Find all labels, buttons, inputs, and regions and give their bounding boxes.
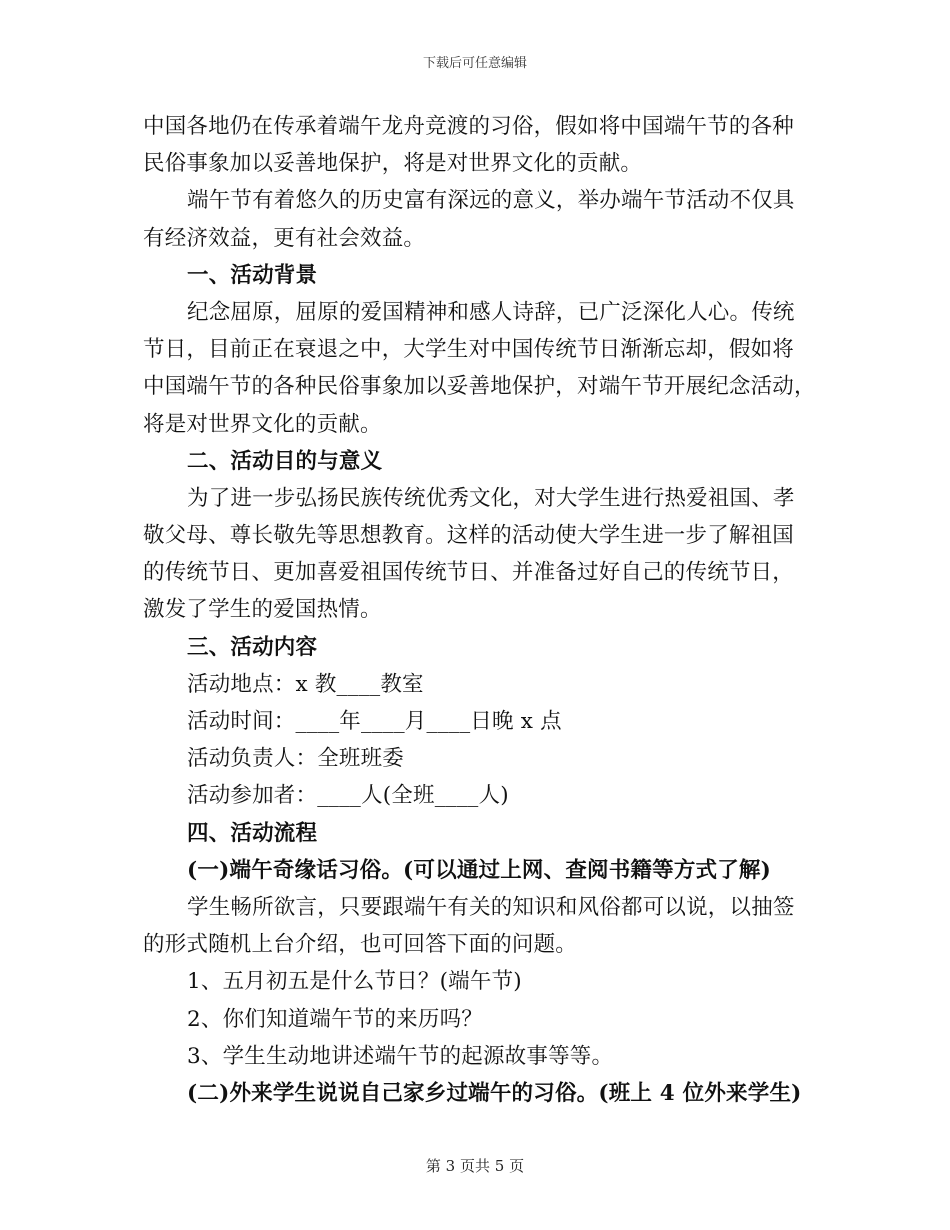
- document-body: [143, 108, 816, 1112]
- body-line: 将是对世界文化的贡献。: [143, 411, 382, 437]
- question-item: 1、五月初五是什么节日？(端午节): [187, 969, 522, 995]
- body-line: 有经济效益，更有社会效益。: [143, 225, 426, 251]
- question-item: 3、学生生动地讲述端午节的起源故事等等。: [187, 1043, 614, 1069]
- subsection-heading: (一)端午奇缘话习俗。(可以通过上网、查阅书籍等方式了解): [187, 857, 771, 883]
- form-line-participants: 活动参加者：____人(全班____人): [187, 783, 509, 809]
- body-line: 中国各地仍在传承着端午龙舟竞渡的习俗，假如将中国端午节的各种: [143, 114, 795, 139]
- body-line: 激发了学生的爱国热情。: [143, 597, 382, 623]
- section-heading: 四、活动流程: [187, 820, 318, 846]
- question-item: 2、你们知道端午节的来历吗？: [187, 1006, 483, 1032]
- body-line: 端午节有着悠久的历史富有深远的意义，举办端午节活动不仅具: [187, 188, 795, 214]
- form-line-location: 活动地点：x 教____教室: [187, 671, 424, 697]
- section-heading: 三、活动内容: [187, 634, 318, 660]
- form-line-organizer: 活动负责人：全班班委: [187, 746, 405, 772]
- form-line-time: 活动时间：____年____月____日晚 x 点: [187, 709, 562, 734]
- body-line: 的传统节日、更加喜爱祖国传统节日、并准备过好自己的传统节日，: [143, 560, 795, 586]
- body-line: 节日，目前正在衰退之中，大学生对中国传统节日渐渐忘却，假如将: [143, 337, 795, 363]
- body-line: 学生畅所欲言，只要跟端午有关的知识和风俗都可以说，以抽签: [187, 894, 795, 920]
- body-line: 纪念屈原，屈原的爱国精神和感人诗辞，已广泛深化人心。传统: [187, 299, 795, 325]
- body-line: 民俗事象加以妥善地保护，将是对世界文化的贡献。: [143, 151, 643, 177]
- body-line: 敬父母、尊长敬先等思想教育。这样的活动使大学生进一步了解祖国: [143, 523, 795, 549]
- body-line: 为了进一步弘扬民族传统优秀文化，对大学生进行热爱祖国、孝: [187, 485, 795, 511]
- section-heading: 一、活动背景: [187, 262, 318, 288]
- body-line: 中国端午节的各种民俗事象加以妥善地保护，对端午节开展纪念活动，: [143, 374, 816, 400]
- header-note: 下载后可任意编辑: [422, 56, 527, 71]
- section-heading: 二、活动目的与意义: [187, 448, 383, 474]
- body-line: 的形式随机上台介绍，也可回答下面的问题。: [143, 932, 578, 958]
- page-number: 第 3 页共 5 页: [425, 1157, 525, 1175]
- subsection-heading: (二)外来学生说说自己家乡过端午的习俗。(班上 4 位外来学生): [187, 1080, 802, 1106]
